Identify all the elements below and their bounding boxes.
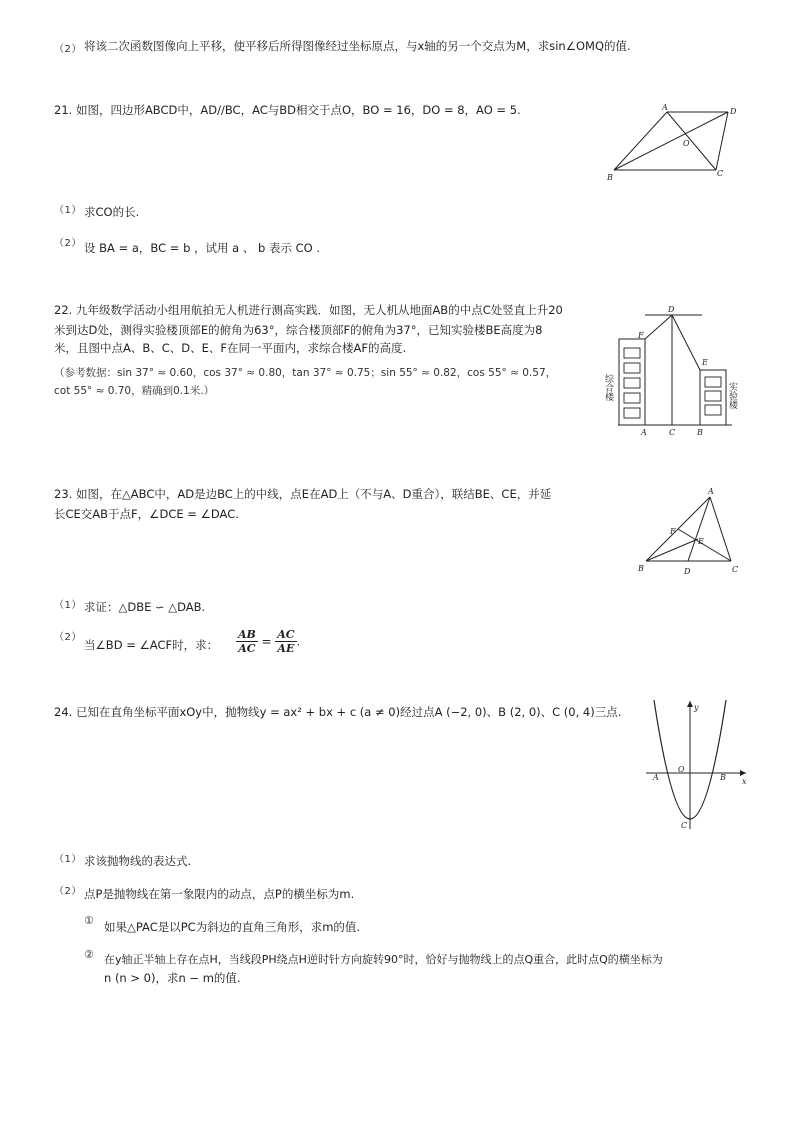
q23-stem-line1: 23. 如图，在△ABC中，AD是边BC上的中线，点E在AD上（不与A、D重合），联结BE、CE，并延	[54, 487, 552, 501]
q22-reference-line2: cot 55° ≈ 0.70，精确到0.1米.）	[54, 385, 215, 397]
q21-label-B: B	[607, 173, 613, 182]
q23-part2-number: （2）	[54, 632, 82, 643]
q20-part2-number: （2）	[54, 44, 82, 55]
q23-label-E: E	[698, 537, 704, 546]
q21-stem: 21. 如图，四边形ABCD中，AD//BC，AC与BD相交于点O，BO = 16，DO = 8，AO = 5.	[54, 103, 521, 117]
q22-stem-line3: 米，且图中点A、B、C、D、E、F在同一平面内，求综合楼AF的高度.	[54, 341, 407, 355]
q23-frac2-numerator: AC	[277, 628, 295, 641]
q22-stem-line1: 22. 九年级数学活动小组用航拍无人机进行测高实践．如图，无人机从地面AB的中点C处竖直上升20	[54, 303, 563, 317]
q21-label-A: A	[662, 103, 668, 112]
q22-label-F: F	[638, 331, 644, 340]
q23-fraction-expression: $\frac{AB}{AC}$ = $\frac{AC}{AE}$ .	[238, 628, 301, 655]
q21-label-D: D	[730, 107, 737, 116]
q23-frac1-denominator: AC	[238, 642, 256, 655]
q21-part2-number: （2）	[54, 238, 82, 249]
q22-right-building-label: 实验楼	[727, 382, 737, 409]
q24-sub2-line1: 在y轴正半轴上存在点H，当线段PH绕点H逆时针方向旋转90°时，恰好与抛物线上的点Q重合，此时点Q的横坐标为	[104, 953, 663, 966]
q24-label-A: A	[653, 773, 659, 782]
q24-part2-number: （2）	[54, 886, 82, 897]
q24-label-B: B	[720, 773, 726, 782]
q22-figure	[600, 302, 750, 440]
q23-frac2-denominator: AE	[277, 642, 295, 655]
q22-label-C: C	[669, 428, 676, 437]
q23-label-F: F	[670, 527, 676, 536]
q24-label-y: y	[694, 703, 699, 712]
q21-label-O: O	[683, 139, 690, 148]
q22-stem-line2: 米到达D处，测得实验楼顶部E的俯角为63°，综合楼顶部F的俯角为37°，已知实验楼BE高度为8	[54, 323, 543, 337]
q23-stem-line2: 长CE交AB于点F，∠DCE = ∠DAC.	[54, 507, 239, 521]
q23-fraction-ac-ae	[275, 628, 296, 655]
q24-sub2-number: ②	[84, 948, 95, 961]
q22-left-building-label: 综合楼	[603, 374, 613, 401]
q23-part1-text: 求证：△DBE ∽ △DAB.	[84, 600, 206, 614]
q21-figure	[600, 100, 750, 186]
q21-part2-text: 设 BA = a，BC = b ，试用 a 、 b 表示 CO .	[84, 241, 321, 255]
q23-label-C: C	[732, 565, 739, 574]
q24-part1-number: （1）	[54, 854, 82, 865]
q21-part1-text: 求CO的长.	[84, 205, 140, 219]
q22-label-B: B	[697, 428, 703, 437]
q23-label-D: D	[684, 567, 691, 576]
q24-sub1-text: 如果△PAC是以PC为斜边的直角三角形，求m的值.	[104, 920, 361, 934]
q24-label-C: C	[681, 821, 688, 830]
q24-sub2-line2: n (n > 0)，求n − m的值.	[104, 971, 241, 985]
q22-label-E: E	[702, 358, 708, 367]
q23-part1-number: （1）	[54, 600, 82, 611]
q22-label-A: A	[641, 428, 647, 437]
q24-figure	[640, 698, 752, 836]
q20-part2-text: 将该二次函数图像向上平移，使平移后所得图像经过坐标原点，与x轴的另一个交点为M，求sin∠OMQ的值.	[84, 39, 631, 53]
q23-label-A: A	[708, 487, 714, 496]
q21-label-C: C	[717, 169, 724, 178]
q24-stem: 24. 已知在直角坐标平面xOy中，抛物线y = ax² + bx + c (a ≠ 0)经过点A (−2, 0)、B (2, 0)、C (0, 4)三点.	[54, 705, 622, 719]
q23-frac1-numerator: AB	[238, 628, 256, 641]
q24-sub1-number: ①	[84, 914, 95, 927]
q24-part2-text: 点P是抛物线在第一象限内的动点，点P的横坐标为m.	[84, 887, 355, 901]
q23-part2-prefix: 当∠BD = ∠ACF时，求：	[84, 638, 219, 652]
q24-part1-text: 求该抛物线的表达式.	[84, 854, 192, 868]
q24-label-x: x	[742, 777, 747, 786]
q22-reference-line1: （参考数据：sin 37° ≈ 0.60，cos 37° ≈ 0.80，tan 37° ≈ 0.75；sin 55° ≈ 0.82，cos 55° ≈ 0.57，	[54, 367, 557, 379]
q24-label-O: O	[678, 765, 685, 774]
q22-label-D: D	[668, 305, 675, 314]
q21-part1-number: （1）	[54, 205, 82, 216]
q23-figure	[630, 484, 745, 580]
q23-label-B: B	[638, 564, 644, 573]
q23-fraction-ab-ac	[236, 628, 258, 655]
